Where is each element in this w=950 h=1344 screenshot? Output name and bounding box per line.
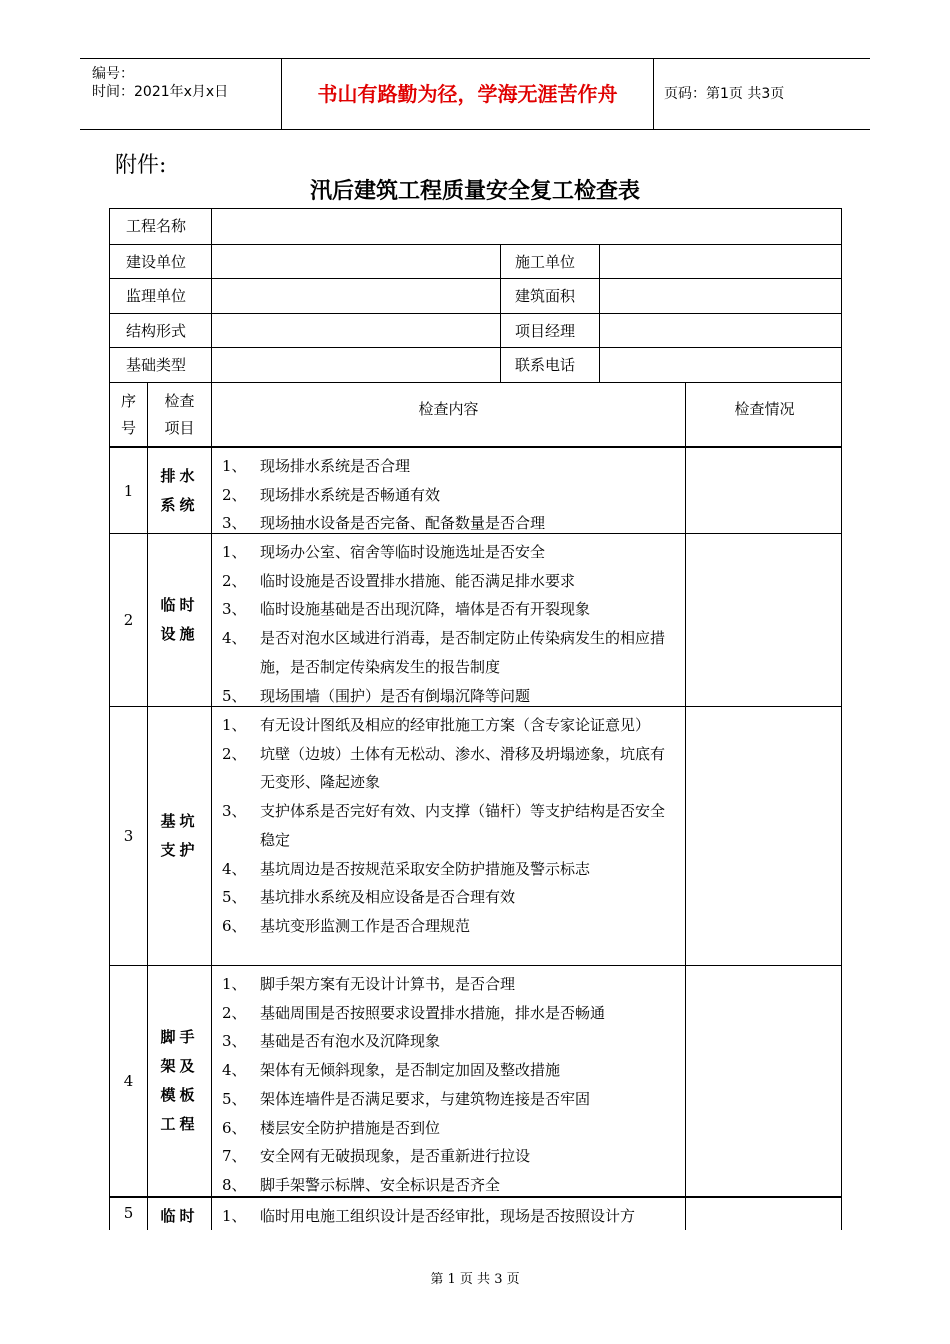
list-item: 2、 基础周围是否按照要求设置排水措施，排水是否畅通 xyxy=(222,1003,606,1022)
list-item: 2、 坑壁（边坡）土体有无松动、渗水、滑移及坍塌迹象，坑底有无变形、隆起迹象 xyxy=(222,744,666,792)
section-status-cell xyxy=(685,1196,842,1230)
section-name: 脚手架及模板工程 xyxy=(147,965,211,1196)
column-header-seq: 序号 xyxy=(110,382,147,446)
label-building-area: 建筑面积 xyxy=(500,278,599,313)
list-item: 3、 支护体系是否完好有效、内支撑（锚杆）等支护结构是否安全稳定 xyxy=(222,802,666,849)
section-number: 5 xyxy=(110,1196,147,1230)
list-item: 4、 是否对泡水区域进行消毒，是否制定防止传染病发生的相应措施，是否制定传染病发生的报告制度 xyxy=(222,629,666,676)
list-item: 3、 基础是否有泡水及沉降现象 xyxy=(222,1032,441,1051)
list-item: 7、 安全网有无破损现象，是否重新进行拉设 xyxy=(222,1147,531,1166)
section-status-cell xyxy=(685,533,842,706)
header-meta xyxy=(80,59,282,129)
section-items xyxy=(211,533,685,706)
attachment-label: 附件: xyxy=(115,153,167,178)
list-item: 5、 架体连墙件是否满足要求，与建筑物连接是否牢固 xyxy=(222,1089,591,1108)
list-item: 4、 架体有无倾斜现象，是否制定加固及整改措施 xyxy=(222,1061,561,1080)
column-header-item: 检查项目 xyxy=(147,382,211,446)
label-foundation-type: 基础类型 xyxy=(110,347,211,382)
list-item: 1、 临时用电施工组织设计是否经审批，现场是否按照设计方 xyxy=(222,1207,636,1225)
page-footer: 第 1 页 共 3 页 xyxy=(430,1272,520,1287)
list-item: 1、 现场办公室、宿舍等临时设施选址是否安全 xyxy=(222,543,546,561)
inspection-table xyxy=(109,208,842,1230)
list-item: 8、 脚手架警示标牌、安全标识是否齐全 xyxy=(222,1175,501,1194)
value-foundation-type xyxy=(211,347,500,382)
section-name: 排水系统 xyxy=(147,446,211,533)
label-structure-form: 结构形式 xyxy=(110,313,211,347)
label-contact-phone: 联系电话 xyxy=(500,347,599,382)
label-project-name: 工程名称 xyxy=(126,217,187,235)
section-number: 1 xyxy=(110,446,147,533)
label-builder-unit: 施工单位 xyxy=(500,244,599,278)
section-name: 基坑支护 xyxy=(147,706,211,965)
label-construction-unit: 建设单位 xyxy=(110,244,211,278)
section-number: 3 xyxy=(110,706,147,965)
header-motto: 书山有路勤为径，学海无涯苦作舟 xyxy=(282,59,654,129)
list-item: 5、 现场围墙（围护）是否有倒塌沉降等问题 xyxy=(222,686,531,705)
section-items xyxy=(211,446,685,533)
section-status-cell xyxy=(685,965,842,1196)
column-header-status: 检查情况 xyxy=(685,382,842,446)
document-time-label: 时间：2021年x月x日 xyxy=(92,84,229,100)
list-item: 3、 现场抽水设备是否完备、配备数量是否合理 xyxy=(222,514,546,533)
section-number: 4 xyxy=(110,965,147,1196)
section-name: 临时设施 xyxy=(147,533,211,706)
page-header xyxy=(80,58,870,130)
section-status-cell xyxy=(685,706,842,965)
section-number: 2 xyxy=(110,533,147,706)
value-builder-unit xyxy=(599,244,842,278)
section-items xyxy=(211,706,685,965)
value-project-manager xyxy=(599,313,842,347)
list-item: 2、 现场排水系统是否畅通有效 xyxy=(222,485,441,504)
value-project-name xyxy=(211,209,842,244)
value-supervision-unit xyxy=(211,278,500,313)
list-item: 1、 脚手架方案有无设计计算书，是否合理 xyxy=(222,975,516,993)
list-item: 6、 基坑变形监测工作是否合理规范 xyxy=(222,916,471,935)
value-building-area xyxy=(599,278,842,313)
list-item: 1、 有无设计图纸及相应的经审批施工方案（含专家论证意见） xyxy=(222,716,651,734)
header-page-number: 页码：第1页 共3页 xyxy=(664,86,785,102)
label-supervision-unit: 监理单位 xyxy=(110,278,211,313)
list-item: 2、 临时设施是否设置排水措施、能否满足排水要求 xyxy=(222,571,576,590)
document-number-label: 编号： xyxy=(92,66,134,82)
document-title: 汛后建筑工程质量安全复工检查表 xyxy=(309,178,640,204)
section-name: 临时 xyxy=(147,1196,211,1230)
label-project-manager: 项目经理 xyxy=(500,313,599,347)
list-item: 4、 基坑周边是否按规范采取安全防护措施及警示标志 xyxy=(222,859,591,878)
list-item: 6、 楼层安全防护措施是否到位 xyxy=(222,1118,441,1137)
section-items xyxy=(211,965,685,1196)
value-contact-phone xyxy=(599,347,842,382)
section-items xyxy=(211,1196,685,1230)
list-item: 5、 基坑排水系统及相应设备是否合理有效 xyxy=(222,888,516,907)
value-structure-form xyxy=(211,313,500,347)
value-construction-unit xyxy=(211,244,500,278)
list-item: 3、 临时设施基础是否出现沉降，墙体是否有开裂现象 xyxy=(222,600,591,619)
section-status-cell xyxy=(685,446,842,533)
list-item: 1、 现场排水系统是否合理 xyxy=(222,457,411,475)
column-header-content: 检查内容 xyxy=(211,382,685,446)
